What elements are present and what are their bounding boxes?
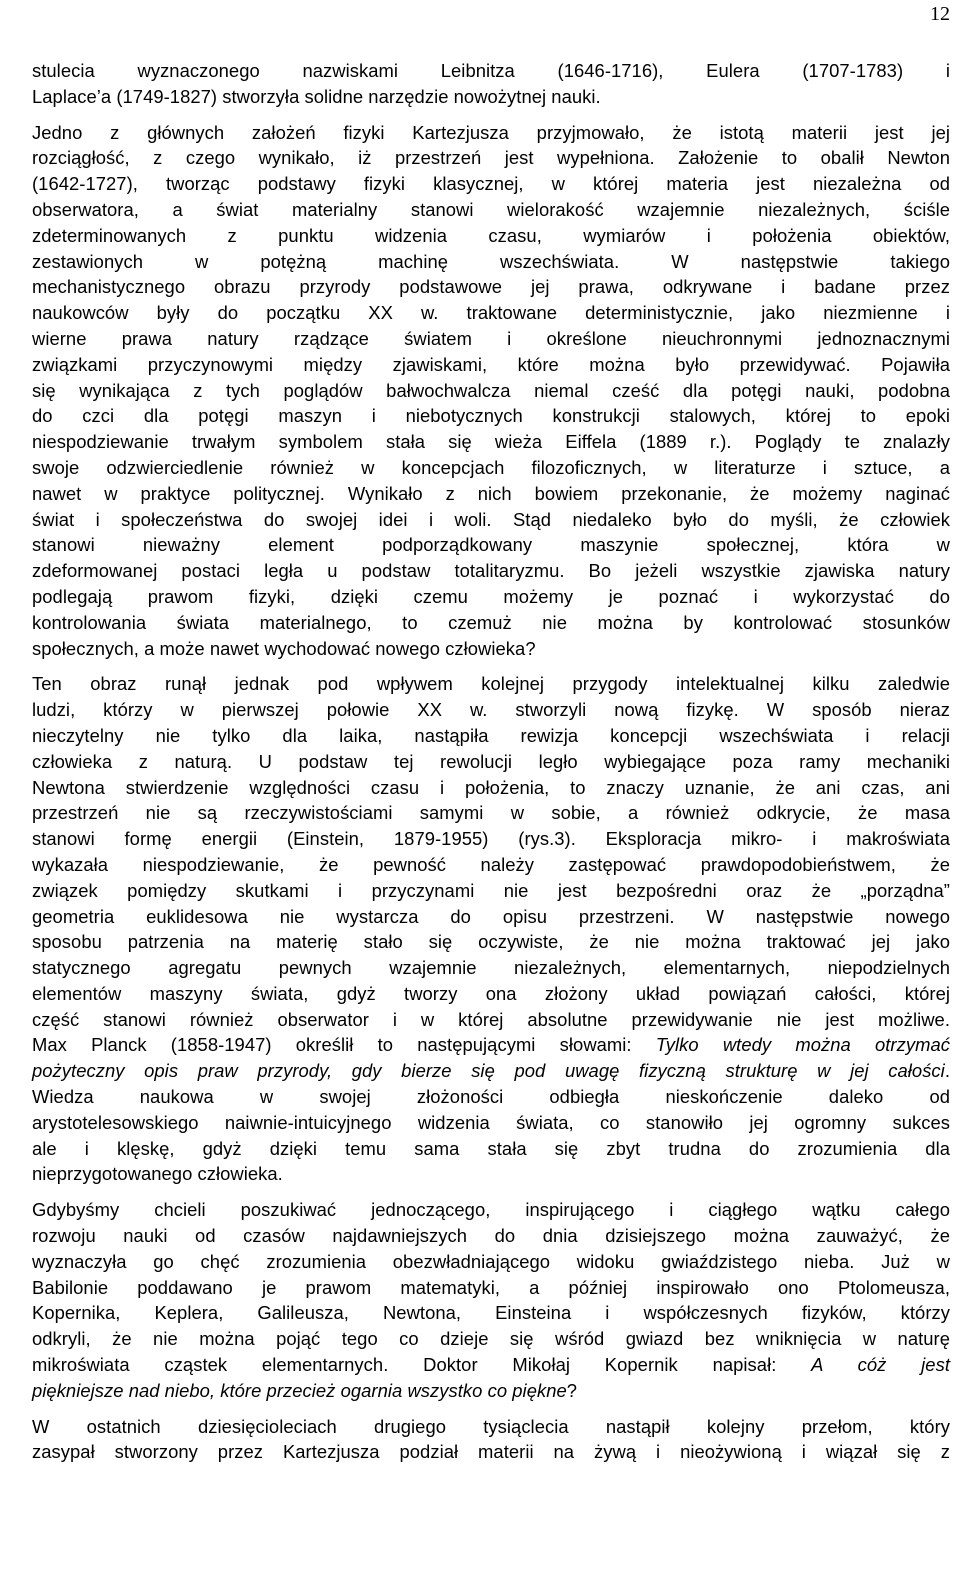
- line-text: Laplace’a (1749-1827) stworzyła solidne narzędzie nowożytnej nauki.: [32, 85, 601, 107]
- text-line: [32, 58, 950, 84]
- line-text-end: .: [944, 1060, 950, 1082]
- line-text: ludzi, którzy w pierwszej połowie XX w. stworzyli nową fizykę. W sposób nieraz: [32, 699, 950, 721]
- text-line: [32, 1136, 950, 1162]
- line-text: stulecia wyznaczonego nazwiskami Leibnitza (1646-1716), Eulera (1707-1783) i: [32, 60, 950, 81]
- line-text: związek pomiędzy skutkami i przyczynami nie jest bezpośredni oraz że „porządna”: [32, 879, 950, 901]
- line-text: Gdybyśmy chcieli poszukiwać jednoczącego, inspirującego i ciągłego wątku całego: [32, 1199, 950, 1221]
- text-line: [32, 249, 950, 275]
- line-text: mechanistycznego obrazu przyrody podstawowe jej prawa, odkrywane i badane przez: [32, 276, 950, 298]
- text-line: [32, 697, 950, 723]
- text-line: [32, 429, 950, 455]
- page-number: 12: [930, 3, 950, 25]
- line-text: Jedno z głównych założeń fizyki Kartezjusza przyjmowało, że istotą materii jest jej: [32, 121, 950, 143]
- line-text: zasypał stworzony przez Kartezjusza podział materii na żywą i nieożywioną i wiązał się z: [32, 1441, 950, 1463]
- line-text: obserwatora, a świat materialny stanowi wielorakość wzajemnie niezależnych, ściśle: [32, 198, 950, 220]
- line-text: świat i społeczeństwa do swojej idei i woli. Stąd niedaleko było do myśli, że człowiek: [32, 508, 950, 530]
- paragraph: [32, 58, 950, 110]
- line-text: się wynikająca z tych poglądów bałwochwalcza niemal cześć dla potęgi nauki, podobna: [32, 379, 950, 401]
- line-text: rozwoju nauki od czasów najdawniejszych do dnia dzisiejszego można zauważyć, że: [32, 1225, 950, 1247]
- line-text: zdeformowanej postaci legła u podstaw totalitaryzmu. Bo jeżeli wszystkie zjawiska natury: [32, 560, 950, 582]
- text-line: [32, 878, 950, 904]
- text-line: [32, 1197, 950, 1223]
- line-text: arystotelesowskiego naiwnie-intuicyjnego widzenia świata, co stanowiło jej ogromny sukces: [32, 1111, 950, 1133]
- line-text: część stanowi również obserwator i w której absolutne przewidywanie nie jest możliwe.: [32, 1008, 950, 1030]
- text-line: [32, 197, 950, 223]
- text-line: [32, 1249, 950, 1275]
- text-line: [32, 1084, 950, 1110]
- line-text: podlegają prawom fizyki, dzięki czemu możemy je poznać i wykorzystać do: [32, 585, 950, 607]
- line-text: Kopernika, Keplera, Galileusza, Newtona, Einsteina i współczesnych fizyków, którzy: [32, 1302, 950, 1324]
- line-text: Babilonie poddawano je prawom matematyki, a później inspirowało ono Ptolomeusza,: [32, 1276, 950, 1298]
- text-line: [32, 671, 950, 697]
- line-text: wierne prawa natury rządzące światem i określone nieuchronnymi jednoznacznymi: [32, 327, 950, 349]
- line-text: nieprzygotowanego człowieka.: [32, 1163, 283, 1185]
- text-line: [32, 610, 950, 636]
- text-line: [32, 981, 950, 1007]
- line-text: stanowi formę energii (Einstein, 1879-1955) (rys.3). Eksploracja mikro- i makroświata: [32, 828, 950, 850]
- text-line: [32, 1414, 950, 1440]
- line-text: (1642-1727), tworząc podstawy fizyki klasycznej, w której materia jest niezależna od: [32, 173, 950, 195]
- text-line: [32, 532, 950, 558]
- text-line: [32, 455, 950, 481]
- text-line: [32, 584, 950, 610]
- text-line: [32, 800, 950, 826]
- line-text: sposobu patrzenia na materię stało się oczywiste, że nie można traktować jej jako: [32, 931, 950, 953]
- text-line: [32, 826, 950, 852]
- text-line: [32, 1439, 950, 1465]
- text-line: [32, 1110, 950, 1136]
- line-text: społecznych, a może nawet wychodować nowego człowieka?: [32, 637, 536, 659]
- text-line: [32, 481, 950, 507]
- line-text: niespodziewanie trwałym symbolem stała się wieża Eiffela (1889 r.). Poglądy te znalazły: [32, 431, 950, 453]
- line-text: zestawionych w potężną machinę wszechświata. W następstwie takiego: [32, 250, 950, 272]
- text-line: [32, 749, 950, 775]
- line-text: przestrzeń nie są rzeczywistościami samymi w sobie, a również odkrycie, że masa: [32, 802, 950, 824]
- line-text: człowieka z naturą. U podstaw tej rewolucji legło wybiegające poza ramy mechaniki: [32, 750, 950, 772]
- line-text: geometria euklidesowa nie wystarcza do opisu przestrzeni. W następstwie nowego: [32, 905, 950, 927]
- line-text: wykazała niespodziewanie, że pewność należy zastępować prawdopodobieństwem, że: [32, 853, 950, 875]
- line-text: związkami przyczynowymi między zjawiskami, które można było przewidywać. Pojawiła: [32, 353, 950, 375]
- italic-quote: piękniejsze nad niebo, które przecież ogarnia wszystko co piękne: [32, 1379, 567, 1401]
- text-line: [32, 326, 950, 352]
- text-line: [32, 1223, 950, 1249]
- text-line: [32, 852, 950, 878]
- text-line: [32, 1326, 950, 1352]
- text-line: [32, 145, 950, 171]
- line-text: statycznego agregatu pewnych wzajemnie niezależnych, elementarnych, niepodzielnych: [32, 957, 950, 979]
- text-line: [32, 1300, 950, 1326]
- line-text: rozciągłość, z czego wynikało, iż przestrzeń jest wypełniona. Założenie to obalił Newton: [32, 147, 950, 169]
- text-line: [32, 223, 950, 249]
- text-line: [32, 955, 950, 981]
- line-text: elementów maszyny świata, gdyż tworzy ona złożony układ powiązań całości, której: [32, 982, 950, 1004]
- line-text: kontrolowania świata materialnego, to czemuż nie można by kontrolować stosunków: [32, 611, 950, 633]
- text-line: [32, 1058, 950, 1084]
- line-text: do czci dla potęgi maszyn i niebotycznych konstrukcji stalowych, której to epoki: [32, 405, 950, 427]
- paragraph: [32, 1197, 950, 1403]
- paragraph: [32, 1414, 950, 1466]
- italic-quote: pożyteczny opis praw przyrody, gdy bierze się pod uwagę fizyczną strukturę w jej całości: [32, 1060, 945, 1082]
- text-line: [32, 1352, 950, 1378]
- text-line: [32, 378, 950, 404]
- text-line: [32, 171, 950, 197]
- line-text: mikroświata cząstek elementarnych. Doktor Mikołaj Kopernik napisał:: [32, 1354, 812, 1376]
- line-text: Ten obraz runął jednak pod wpływem kolejnej przygody intelektualnej kilku zaledwie: [32, 673, 950, 695]
- line-text: swoje odzwierciedlenie również w koncepcjach filozoficznych, w literaturze i sztuce, a: [32, 456, 950, 478]
- line-text-end: ?: [566, 1379, 578, 1401]
- text-line: [32, 775, 950, 801]
- line-text: stanowi nieważny element podporządkowany maszynie społecznej, która w: [32, 534, 950, 556]
- line-text: wyznaczyła go chęć zrozumienia obezwładniającego widoku gwiaździstego nieba. Już w: [32, 1250, 950, 1272]
- text-line: [32, 723, 950, 749]
- line-text: odkryli, że nie można pojąć tego co dzieje się wśród gwiazd bez wniknięcia w naturę: [32, 1328, 950, 1350]
- line-text: nawet w praktyce politycznej. Wynikało z nich bowiem przekonanie, że możemy naginać: [32, 482, 950, 504]
- text-line: [32, 1007, 950, 1033]
- line-text: W ostatnich dziesięcioleciach drugiego tysiąclecia nastąpił kolejny przełom, który: [32, 1415, 950, 1437]
- line-text: zdeterminowanych z punktu widzenia czasu, wymiarów i położenia obiektów,: [32, 224, 950, 246]
- text-line: [32, 1275, 950, 1301]
- text-line: [32, 403, 950, 429]
- text-line: [32, 84, 950, 110]
- paragraph: [32, 120, 950, 662]
- line-text: Max Planck (1858-1947) określił to następującymi słowami:: [32, 1034, 656, 1056]
- text-line: [32, 1032, 950, 1058]
- text-line: [32, 300, 950, 326]
- line-text: ale i klęskę, gdyż dzięki temu sama stała się zbyt trudna do zrozumienia dla: [32, 1137, 950, 1159]
- text-line: [32, 636, 950, 662]
- text-line: [32, 352, 950, 378]
- text-line: [32, 120, 950, 146]
- text-line: [32, 929, 950, 955]
- text-line: [32, 1378, 950, 1404]
- italic-quote: A cóż jest: [811, 1354, 950, 1376]
- text-line: [32, 904, 950, 930]
- line-text: Newtona stwierdzenie względności czasu i położenia, to znaczy uznanie, że ani czas, ani: [32, 776, 950, 798]
- paragraph: [32, 671, 950, 1187]
- line-text: naukowców były do początku XX w. traktowane deterministycznie, jako niezmienne i: [32, 302, 950, 324]
- text-line: [32, 558, 950, 584]
- line-text: nieczytelny nie tylko dla laika, nastąpiła rewizja koncepcji wszechświata i relacji: [32, 724, 950, 746]
- italic-quote: Tylko wtedy można otrzymać: [655, 1034, 950, 1056]
- line-text: Wiedza naukowa w swojej złożoności odbiegła nieskończenie daleko od: [32, 1086, 950, 1108]
- document-body: [32, 58, 950, 1465]
- text-line: [32, 274, 950, 300]
- text-line: [32, 1161, 950, 1187]
- text-line: [32, 507, 950, 533]
